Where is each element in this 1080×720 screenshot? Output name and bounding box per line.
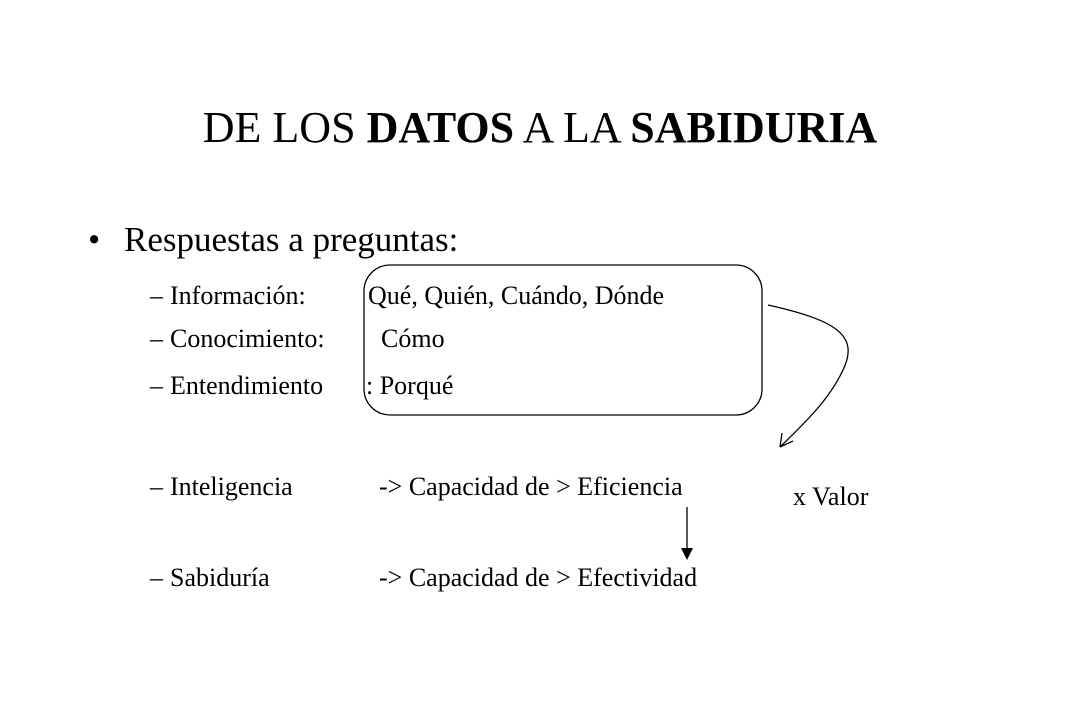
title-part-1: DE LOS <box>202 103 367 152</box>
dash-marker: – <box>150 371 163 400</box>
item-value-entendimiento: : Porqué <box>366 371 454 400</box>
item-value-inteligencia: -> Capacidad de > Eficiencia <box>379 472 683 501</box>
main-bullet-text: Respuestas a preguntas: <box>124 220 459 259</box>
down-arrow-icon <box>681 507 693 560</box>
title-part-sabiduria: SABIDURIA <box>630 103 878 152</box>
item-label: Inteligencia <box>170 472 293 501</box>
item-label: Entendimiento <box>170 371 324 400</box>
item-label: Sabiduría <box>170 563 270 592</box>
item-label: Información: <box>170 281 306 310</box>
title-part-datos: DATOS <box>366 103 515 152</box>
item-value-conocimiento: Cómo <box>381 324 445 353</box>
side-note-valor: x Valor <box>793 482 869 511</box>
dash-marker: – <box>150 281 163 310</box>
dash-marker: – <box>150 324 163 353</box>
dash-marker: – <box>150 472 163 501</box>
item-value-informacion: Qué, Quién, Cuándo, Dónde <box>368 281 665 310</box>
curved-arrow-icon <box>768 305 848 447</box>
title-part-3: A LA <box>514 103 631 152</box>
item-label: Conocimiento: <box>170 324 325 353</box>
item-value-sabiduria: -> Capacidad de > Efectividad <box>379 563 698 592</box>
bullet-marker: • <box>88 220 101 259</box>
highlight-box <box>364 265 762 415</box>
dash-marker: – <box>150 563 163 592</box>
